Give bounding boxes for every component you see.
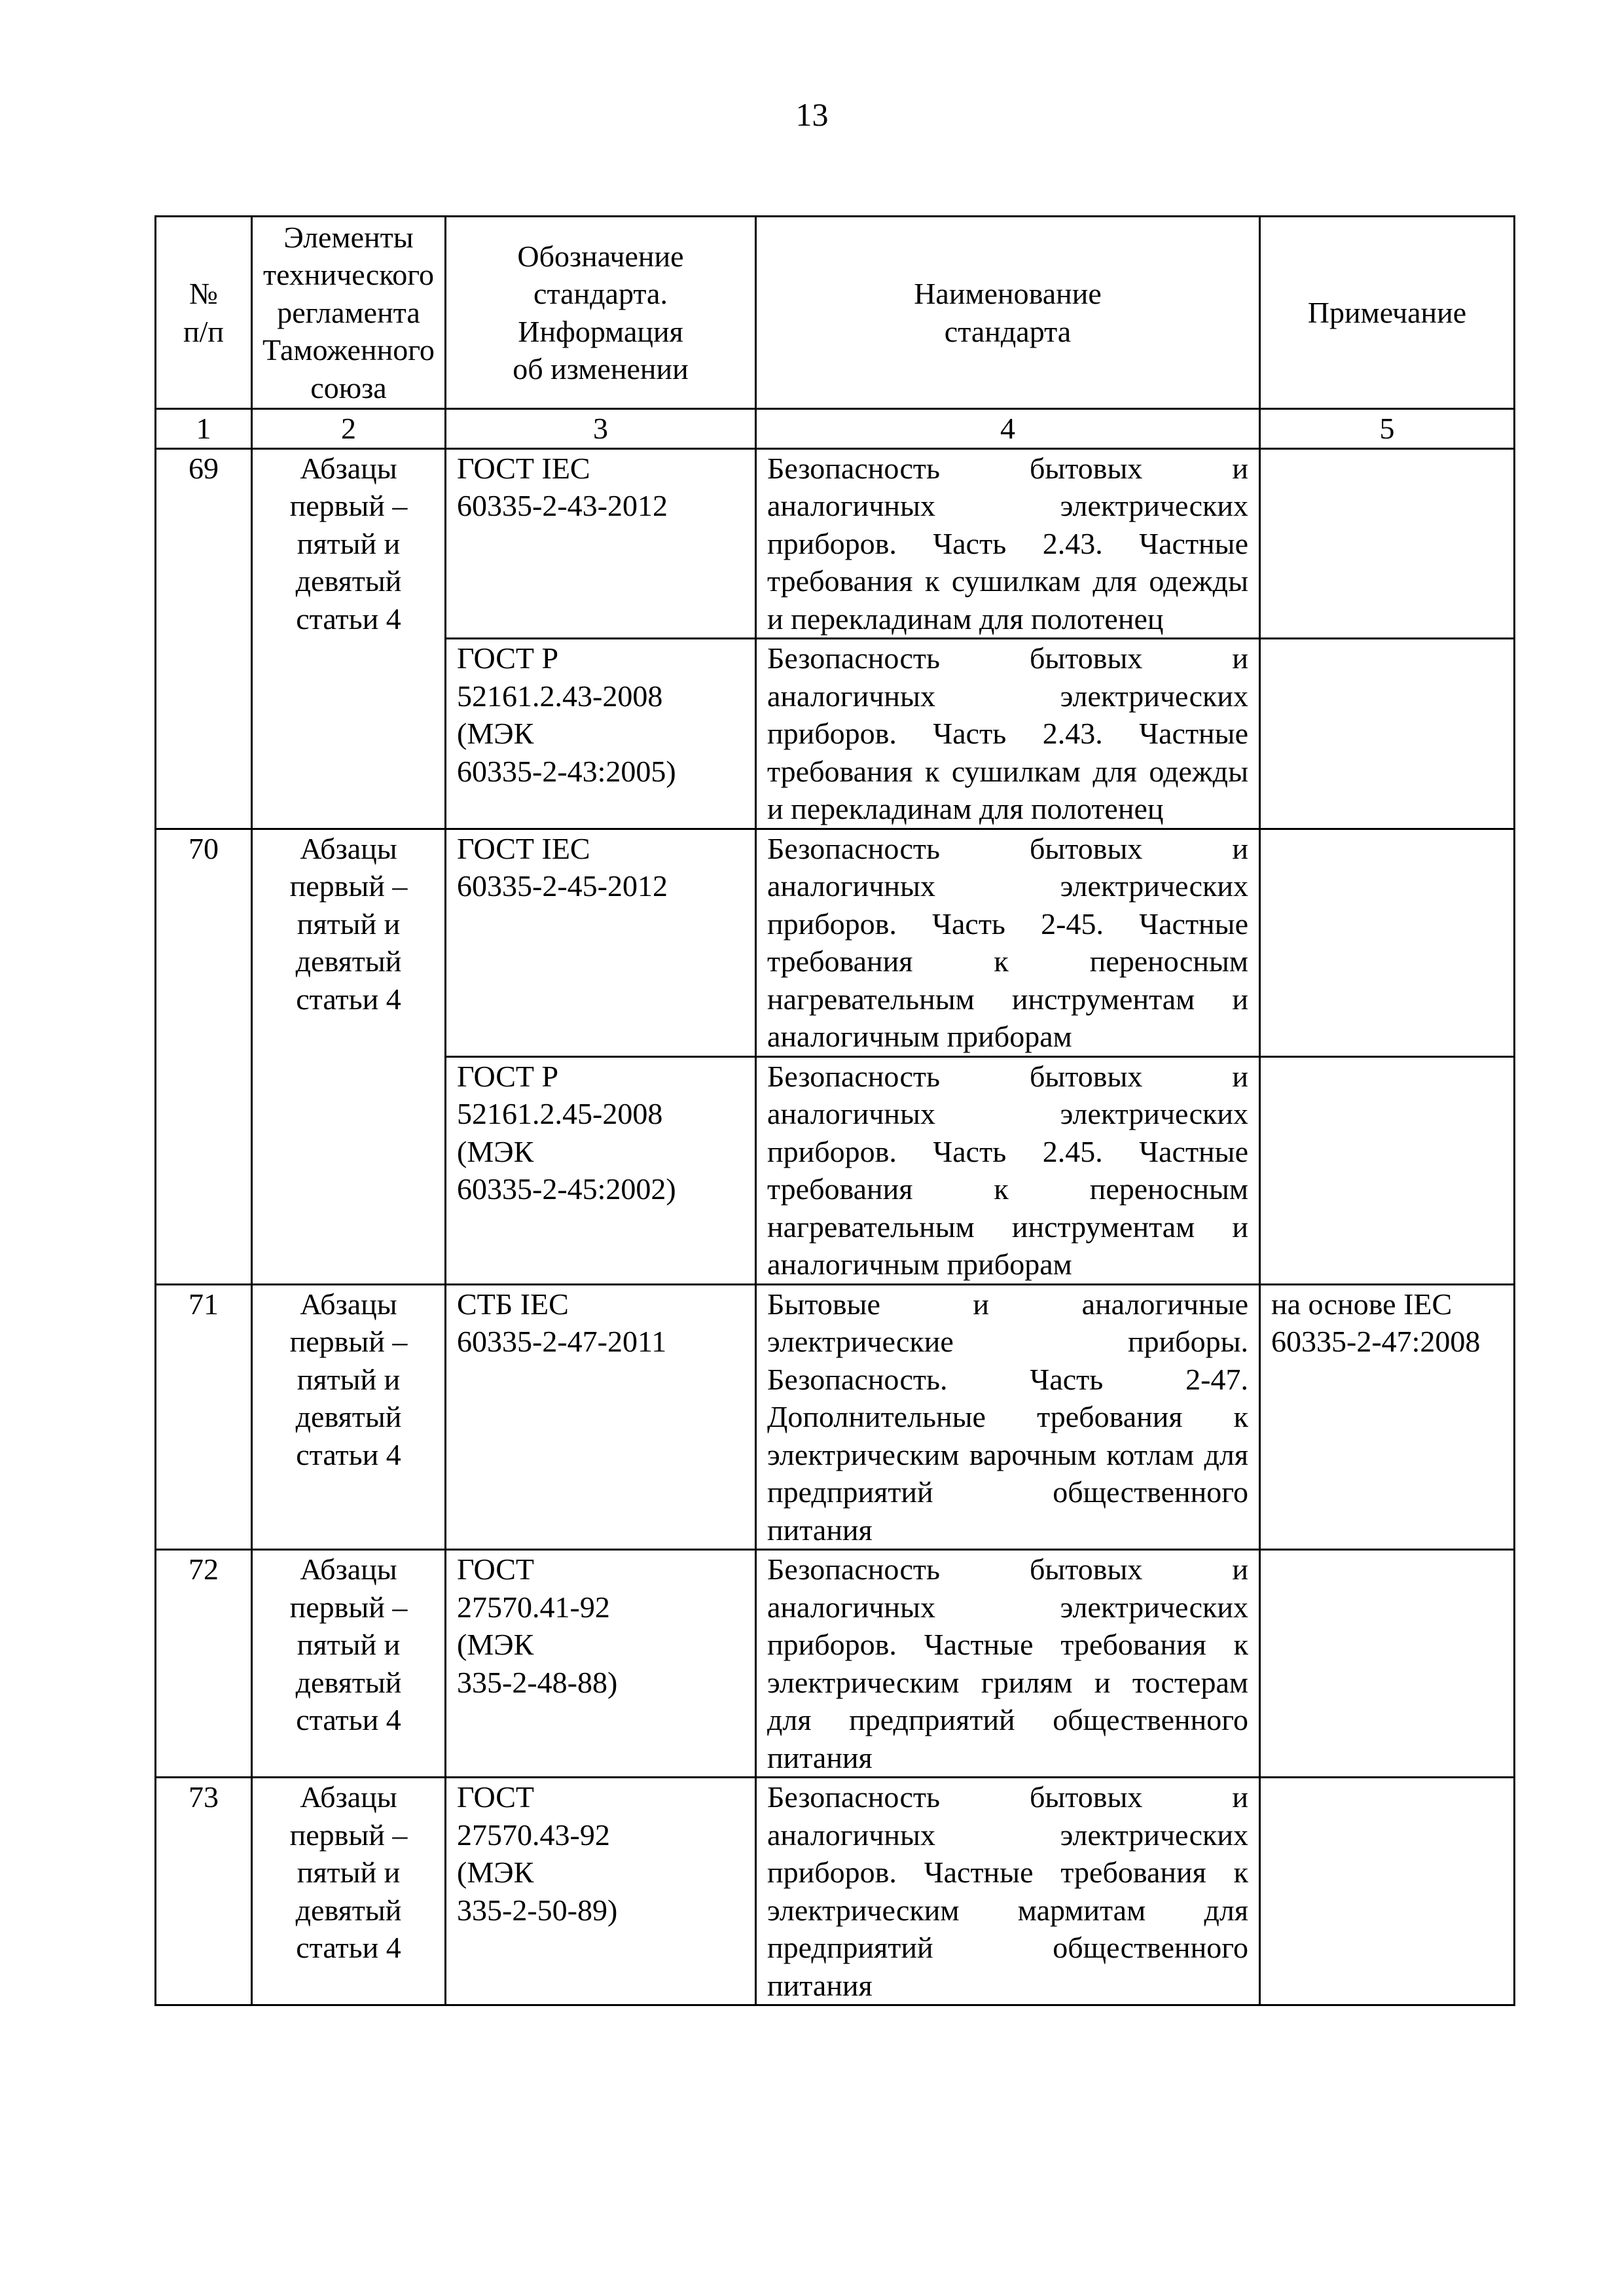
regulation-element: Абзацы первый – пятый и девятый статьи 4: [252, 1778, 446, 2005]
regulation-element: Абзацы первый – пятый и девятый статьи 4: [252, 1550, 446, 1778]
standard-name: Безопасность бытовых и аналогичных электрических приборов. Часть 2-45. Частные требования к переносным нагревательным инструментам и аналогичным приборам: [756, 829, 1260, 1056]
row-number: 70: [156, 829, 252, 1284]
table-row: [156, 829, 1515, 1056]
regulation-element: Абзацы первый – пятый и девятый статьи 4: [252, 829, 446, 1284]
standard-name: Безопасность бытовых и аналогичных электрических приборов. Часть 2.45. Частные требования к переносным нагревательным инструментам и аналогичным приборам: [756, 1056, 1260, 1284]
standard-name: Безопасность бытовых и аналогичных электрических приборов. Частные требования к электрическим мармитам для предприятий общественного питания: [756, 1778, 1260, 2005]
table-row: [156, 1778, 1515, 2005]
standard-designation: ГОСТ IEC 60335-2-45-2012: [446, 829, 756, 1056]
header-standard-designation: Обозначение стандарта. Информация об изменении: [446, 217, 756, 409]
row-number: 73: [156, 1778, 252, 2005]
header-row: [156, 217, 1515, 409]
header-number: № п/п: [156, 217, 252, 409]
regulation-element: Абзацы первый – пятый и девятый статьи 4: [252, 448, 446, 829]
standard-note: [1260, 639, 1515, 829]
standard-designation: ГОСТ Р 52161.2.45-2008 (МЭК 60335-2-45:2002): [446, 1056, 756, 1284]
header-regulation-elements: Элементы технического регламента Таможенного союза: [252, 217, 446, 409]
row-number: 72: [156, 1550, 252, 1778]
standard-designation: ГОСТ 27570.43-92 (МЭК 335-2-50-89): [446, 1778, 756, 2005]
standard-name: Безопасность бытовых и аналогичных электрических приборов. Частные требования к электрическим грилям и тостерам для предприятий общественного питания: [756, 1550, 1260, 1778]
table-row: [156, 1284, 1515, 1550]
page-number: 13: [795, 96, 829, 133]
standard-note: на основе IEC 60335-2-47:2008: [1260, 1284, 1515, 1550]
row-number: 69: [156, 448, 252, 829]
standard-designation: СТБ IEC 60335-2-47-2011: [446, 1284, 756, 1550]
standard-name: Безопасность бытовых и аналогичных электрических приборов. Часть 2.43. Частные требования к сушилкам для одежды и перекладинам для полотенец: [756, 448, 1260, 639]
regulation-element: Абзацы первый – пятый и девятый статьи 4: [252, 1284, 446, 1550]
table-body: [156, 448, 1515, 2005]
standard-designation: ГОСТ IEC 60335-2-43-2012: [446, 448, 756, 639]
standard-name: Бытовые и аналогичные электрические приборы. Безопасность. Часть 2-47. Дополнительные требования к электрическим варочным котлам для предприятий общественного питания: [756, 1284, 1260, 1550]
standard-note: [1260, 829, 1515, 1056]
column-number-row: [156, 409, 1515, 449]
standard-designation: ГОСТ 27570.41-92 (МЭК 335-2-48-88): [446, 1550, 756, 1778]
header-standard-name: Наименование стандарта: [756, 217, 1260, 409]
header-note: Примечание: [1260, 217, 1515, 409]
standards-table: [154, 215, 1515, 2006]
standard-note: [1260, 1778, 1515, 2005]
column-number: 5: [1260, 409, 1515, 449]
standard-note: [1260, 1550, 1515, 1778]
standard-note: [1260, 1056, 1515, 1284]
column-number: 2: [252, 409, 446, 449]
table-row: [156, 1550, 1515, 1778]
column-number: 3: [446, 409, 756, 449]
standard-name: Безопасность бытовых и аналогичных электрических приборов. Часть 2.43. Частные требования к сушилкам для одежды и перекладинам для полотенец: [756, 639, 1260, 829]
table-row: [156, 448, 1515, 639]
standard-designation: ГОСТ Р 52161.2.43-2008 (МЭК 60335-2-43:2005): [446, 639, 756, 829]
column-number: 4: [756, 409, 1260, 449]
standard-note: [1260, 448, 1515, 639]
column-number: 1: [156, 409, 252, 449]
row-number: 71: [156, 1284, 252, 1550]
